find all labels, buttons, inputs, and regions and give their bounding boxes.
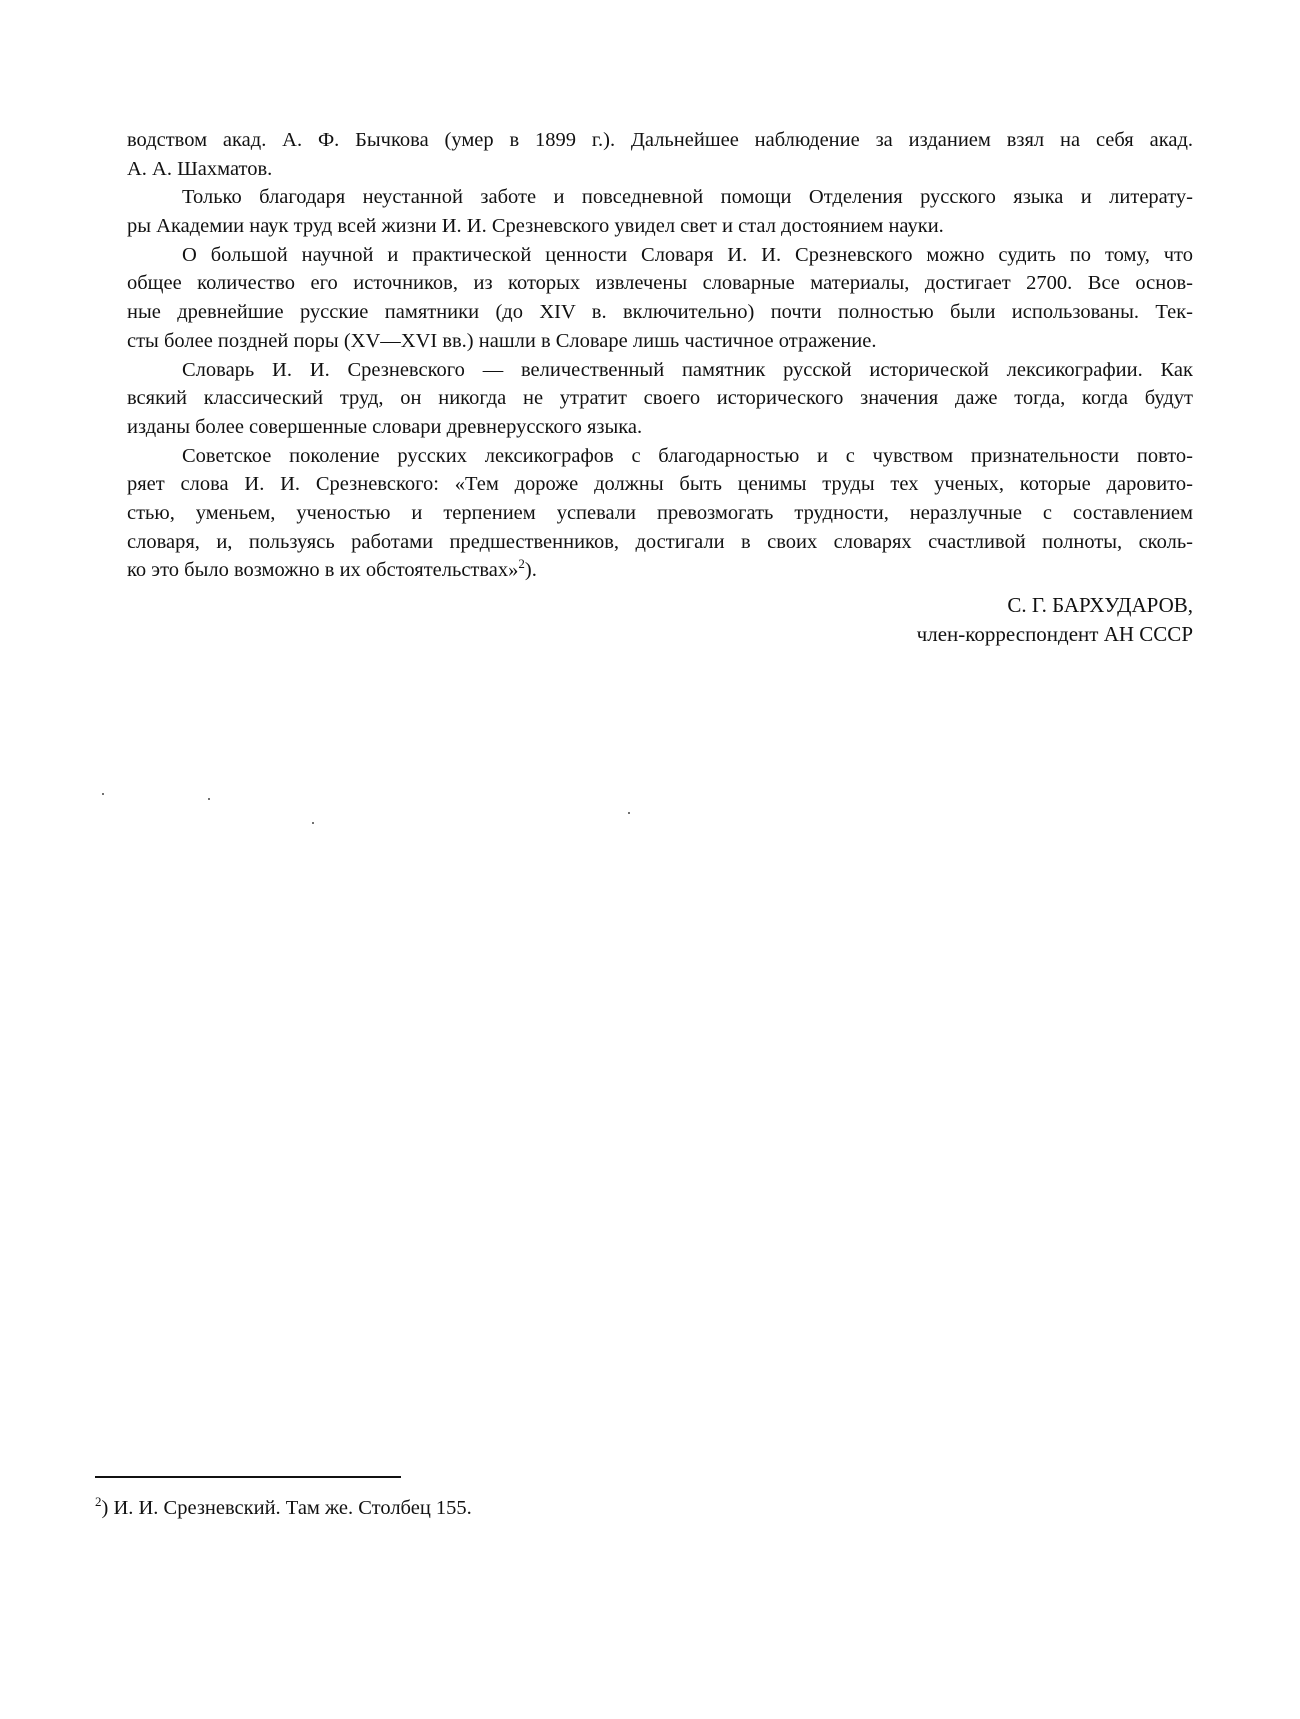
text-line: всякий классический труд, он никогда не утратит своего исторического значения даже тогда, когда будут (127, 387, 1193, 410)
text-line: ры Академии наук труд всей жизни И. И. Срезневского увидел свет и стал достоянием науки. (127, 215, 944, 238)
signature-block (917, 591, 1193, 649)
paragraph (127, 126, 1193, 183)
text-line-closing (127, 556, 1193, 585)
scan-speck (628, 812, 630, 814)
text-line: изданы более совершенные словари древнерусского языка. (127, 415, 643, 438)
text-line: словаря, и, пользуясь работами предшественников, достигали в своих словарях счастливой полноты, сколь- (127, 530, 1193, 553)
footnote-text: ) И. И. Срезневский. Там же. Столбец 155. (101, 1497, 472, 1519)
paragraph (127, 442, 1193, 585)
text-line: стью, уменьем, ученостью и терпением успевали превозмогать трудности, неразлучные с составлением (127, 501, 1193, 524)
scan-speck (312, 822, 314, 824)
footnote (95, 1494, 472, 1522)
footnote-reference[interactable]: 2 (518, 556, 525, 572)
text-line: сты более поздней поры (XV—XVI вв.) нашли в Словаре лишь частичное отражение. (127, 329, 877, 352)
footnote-mark: 2 (95, 1494, 102, 1510)
closing-text-after: ). (524, 559, 537, 582)
text-line: общее количество его источников, из которых извлечены словарные материалы, достигает 2700. Все основ- (127, 272, 1193, 295)
text-line: ряет слова И. И. Срезневского: «Тем дороже должны быть ценимы труды тех ученых, которые даровито- (127, 473, 1193, 496)
paragraph (127, 183, 1193, 240)
scan-speck (102, 793, 104, 795)
text-line: А. А. Шахматов. (127, 157, 273, 180)
text-line: Словарь И. И. Срезневского — величественный памятник русской исторической лексикографии. Как (182, 358, 1193, 381)
signature-name: С. Г. БАРХУДАРОВ, (1007, 593, 1193, 617)
signature-title: член-корреспондент АН СССР (916, 622, 1193, 646)
scan-speck (208, 798, 210, 800)
paragraph (127, 356, 1193, 442)
text-line: О большой научной и практической ценности Словаря И. И. Срезневского можно судить по тому, что (182, 243, 1193, 266)
text-line: Советское поколение русских лексикографов с благодарностью и с чувством признательности повто- (182, 444, 1193, 467)
text-line: водством акад. А. Ф. Бычкова (умер в 1899 г.). Дальнейшее наблюдение за изданием взял на себя акад. (127, 129, 1193, 151)
text-line: ные древнейшие русские памятники (до XIV в. включительно) почти полностью были использованы. Тек- (127, 301, 1193, 324)
paragraph (127, 241, 1193, 356)
footnote-divider (95, 1476, 401, 1478)
text-line: Только благодаря неустанной заботе и повседневной помощи Отделения русского языка и литерату- (182, 186, 1193, 209)
closing-text: ко это было возможно в их обстоятельствах» (127, 559, 519, 582)
body-text (127, 126, 1193, 585)
